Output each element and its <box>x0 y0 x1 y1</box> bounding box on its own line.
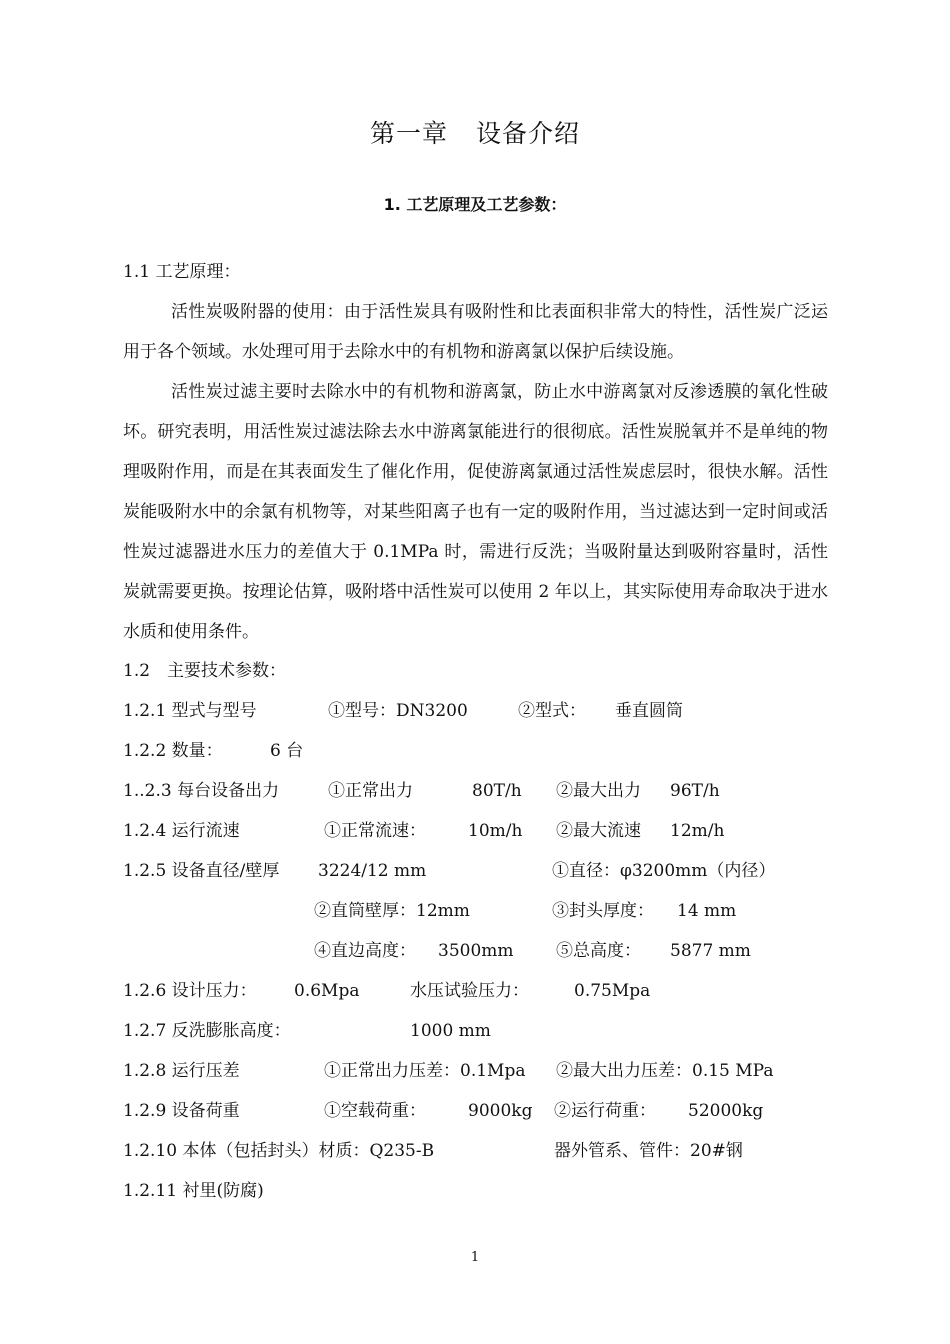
param-type-label: ②型式： <box>518 701 586 721</box>
param-running-load-label: ②运行荷重： <box>554 1101 656 1121</box>
page-number: 1 <box>470 1250 480 1265</box>
param-normal-output-label: ①正常出力 <box>328 781 413 801</box>
param-wall-thickness: ②直筒壁厚：12mm <box>314 901 470 921</box>
param-normal-pressure-diff: ①正常出力压差：0.1Mpa <box>324 1061 526 1081</box>
section-title: 1. 工艺原理及工艺参数： <box>383 195 567 214</box>
param-piping-material: 器外管系、管件：20#钢 <box>554 1141 743 1161</box>
param-total-height-value: 5877 mm <box>670 941 751 961</box>
param-max-pressure-diff: ②最大出力压差：0.15 MPa <box>556 1061 774 1081</box>
paragraph-activated-carbon-filtration: 活性炭过滤主要时去除水中的有机物和游离氯，防止水中游离氯对反渗透膜的氧化性破坏。研究表明，用活性炭过滤法除去水中游离氯能进行的很彻底。活性炭脱氧并不是单纯的物理吸附作用，而是在其表面发生了催化作用，促使游离氯通过活性炭虑层时，很快水解。活性炭能吸附水中的余氯有机物等，对某些阳离子也有一定的吸附作用，当过滤达到一定时间或活性炭过滤器进水压力的差值大于 0.1MPa 时，需进行反洗；当吸附量达到吸附容量时，活性炭就需要更换。按理论估算，吸附塔中活性炭可以使用 2 年以上，其实际使用寿命取决于进水水质和使用条件。 <box>123 382 828 642</box>
param-label-model: 1.2.1 型式与型号 <box>123 701 257 721</box>
param-test-pressure-label: 水压试验压力： <box>410 981 529 1001</box>
param-label-design-pressure: 1.2.6 设计压力： <box>123 981 257 1001</box>
paragraph-activated-carbon-use: 活性炭吸附器的使用：由于活性炭具有吸附性和比表面积非常大的特性，活性炭广泛运用于各个领域。水处理可用于去除水中的有机物和游离氯以保护后续设施。 <box>123 302 828 362</box>
param-label-output: 1..2.3 每台设备出力 <box>123 781 280 801</box>
param-label-quantity: 1.2.2 数量： <box>123 741 223 761</box>
param-label-load: 1.2.9 设备荷重 <box>123 1101 240 1121</box>
param-normal-flow-value: 10m/h <box>468 821 523 841</box>
param-test-pressure-value: 0.75Mpa <box>574 981 651 1001</box>
param-running-load-value: 52000kg <box>688 1101 764 1121</box>
param-label-flow-rate: 1.2.4 运行流速 <box>123 821 240 841</box>
chapter-label: 第一章 <box>369 119 448 148</box>
param-straight-height-value: 3500mm <box>438 941 514 961</box>
param-total-height-label: ⑤总高度： <box>556 941 641 961</box>
param-max-flow-label: ②最大流速 <box>556 821 641 841</box>
param-empty-load-label: ①空载荷重： <box>324 1101 426 1121</box>
param-max-output-value: 96T/h <box>670 781 720 801</box>
param-diameter-thickness-value: 3224/12 mm <box>318 861 427 881</box>
subsection-heading-1-1: 1.1 工艺原理： <box>123 262 241 282</box>
param-label-pressure-difference: 1.2.8 运行压差 <box>123 1061 240 1081</box>
param-label-backwash-height: 1.2.7 反洗膨胀高度： <box>123 1021 291 1041</box>
param-label-body-material: 1.2.10 本体（包括封头）材质：Q235-B <box>123 1141 435 1161</box>
param-max-flow-value: 12m/h <box>670 821 725 841</box>
param-quantity-value: 6 台 <box>270 741 304 761</box>
param-design-pressure-value: 0.6Mpa <box>294 981 360 1001</box>
chapter-title <box>0 114 950 150</box>
chapter-name: 设备介绍 <box>476 119 581 148</box>
param-head-thickness-value: 14 mm <box>677 901 737 921</box>
param-backwash-height-value: 1000 mm <box>410 1021 491 1041</box>
param-model-number: ①型号：DN3200 <box>328 701 468 721</box>
param-head-thickness-label: ③封头厚度： <box>552 901 654 921</box>
param-straight-height-label: ④直边高度： <box>314 941 416 961</box>
param-normal-flow-label: ①正常流速： <box>324 821 426 841</box>
subsection-heading-1-2: 1.2 主要技术参数： <box>123 661 287 681</box>
param-max-output-label: ②最大出力 <box>556 781 641 801</box>
param-type-value: 垂直圆筒 <box>615 701 683 721</box>
param-inner-diameter: ①直径：φ3200mm（内径） <box>552 861 776 881</box>
param-empty-load-value: 9000kg <box>468 1101 533 1121</box>
param-label-lining: 1.2.11 衬里(防腐) <box>123 1181 264 1201</box>
param-label-diameter: 1.2.5 设备直径/壁厚 <box>123 861 280 881</box>
param-normal-output-value: 80T/h <box>472 781 522 801</box>
